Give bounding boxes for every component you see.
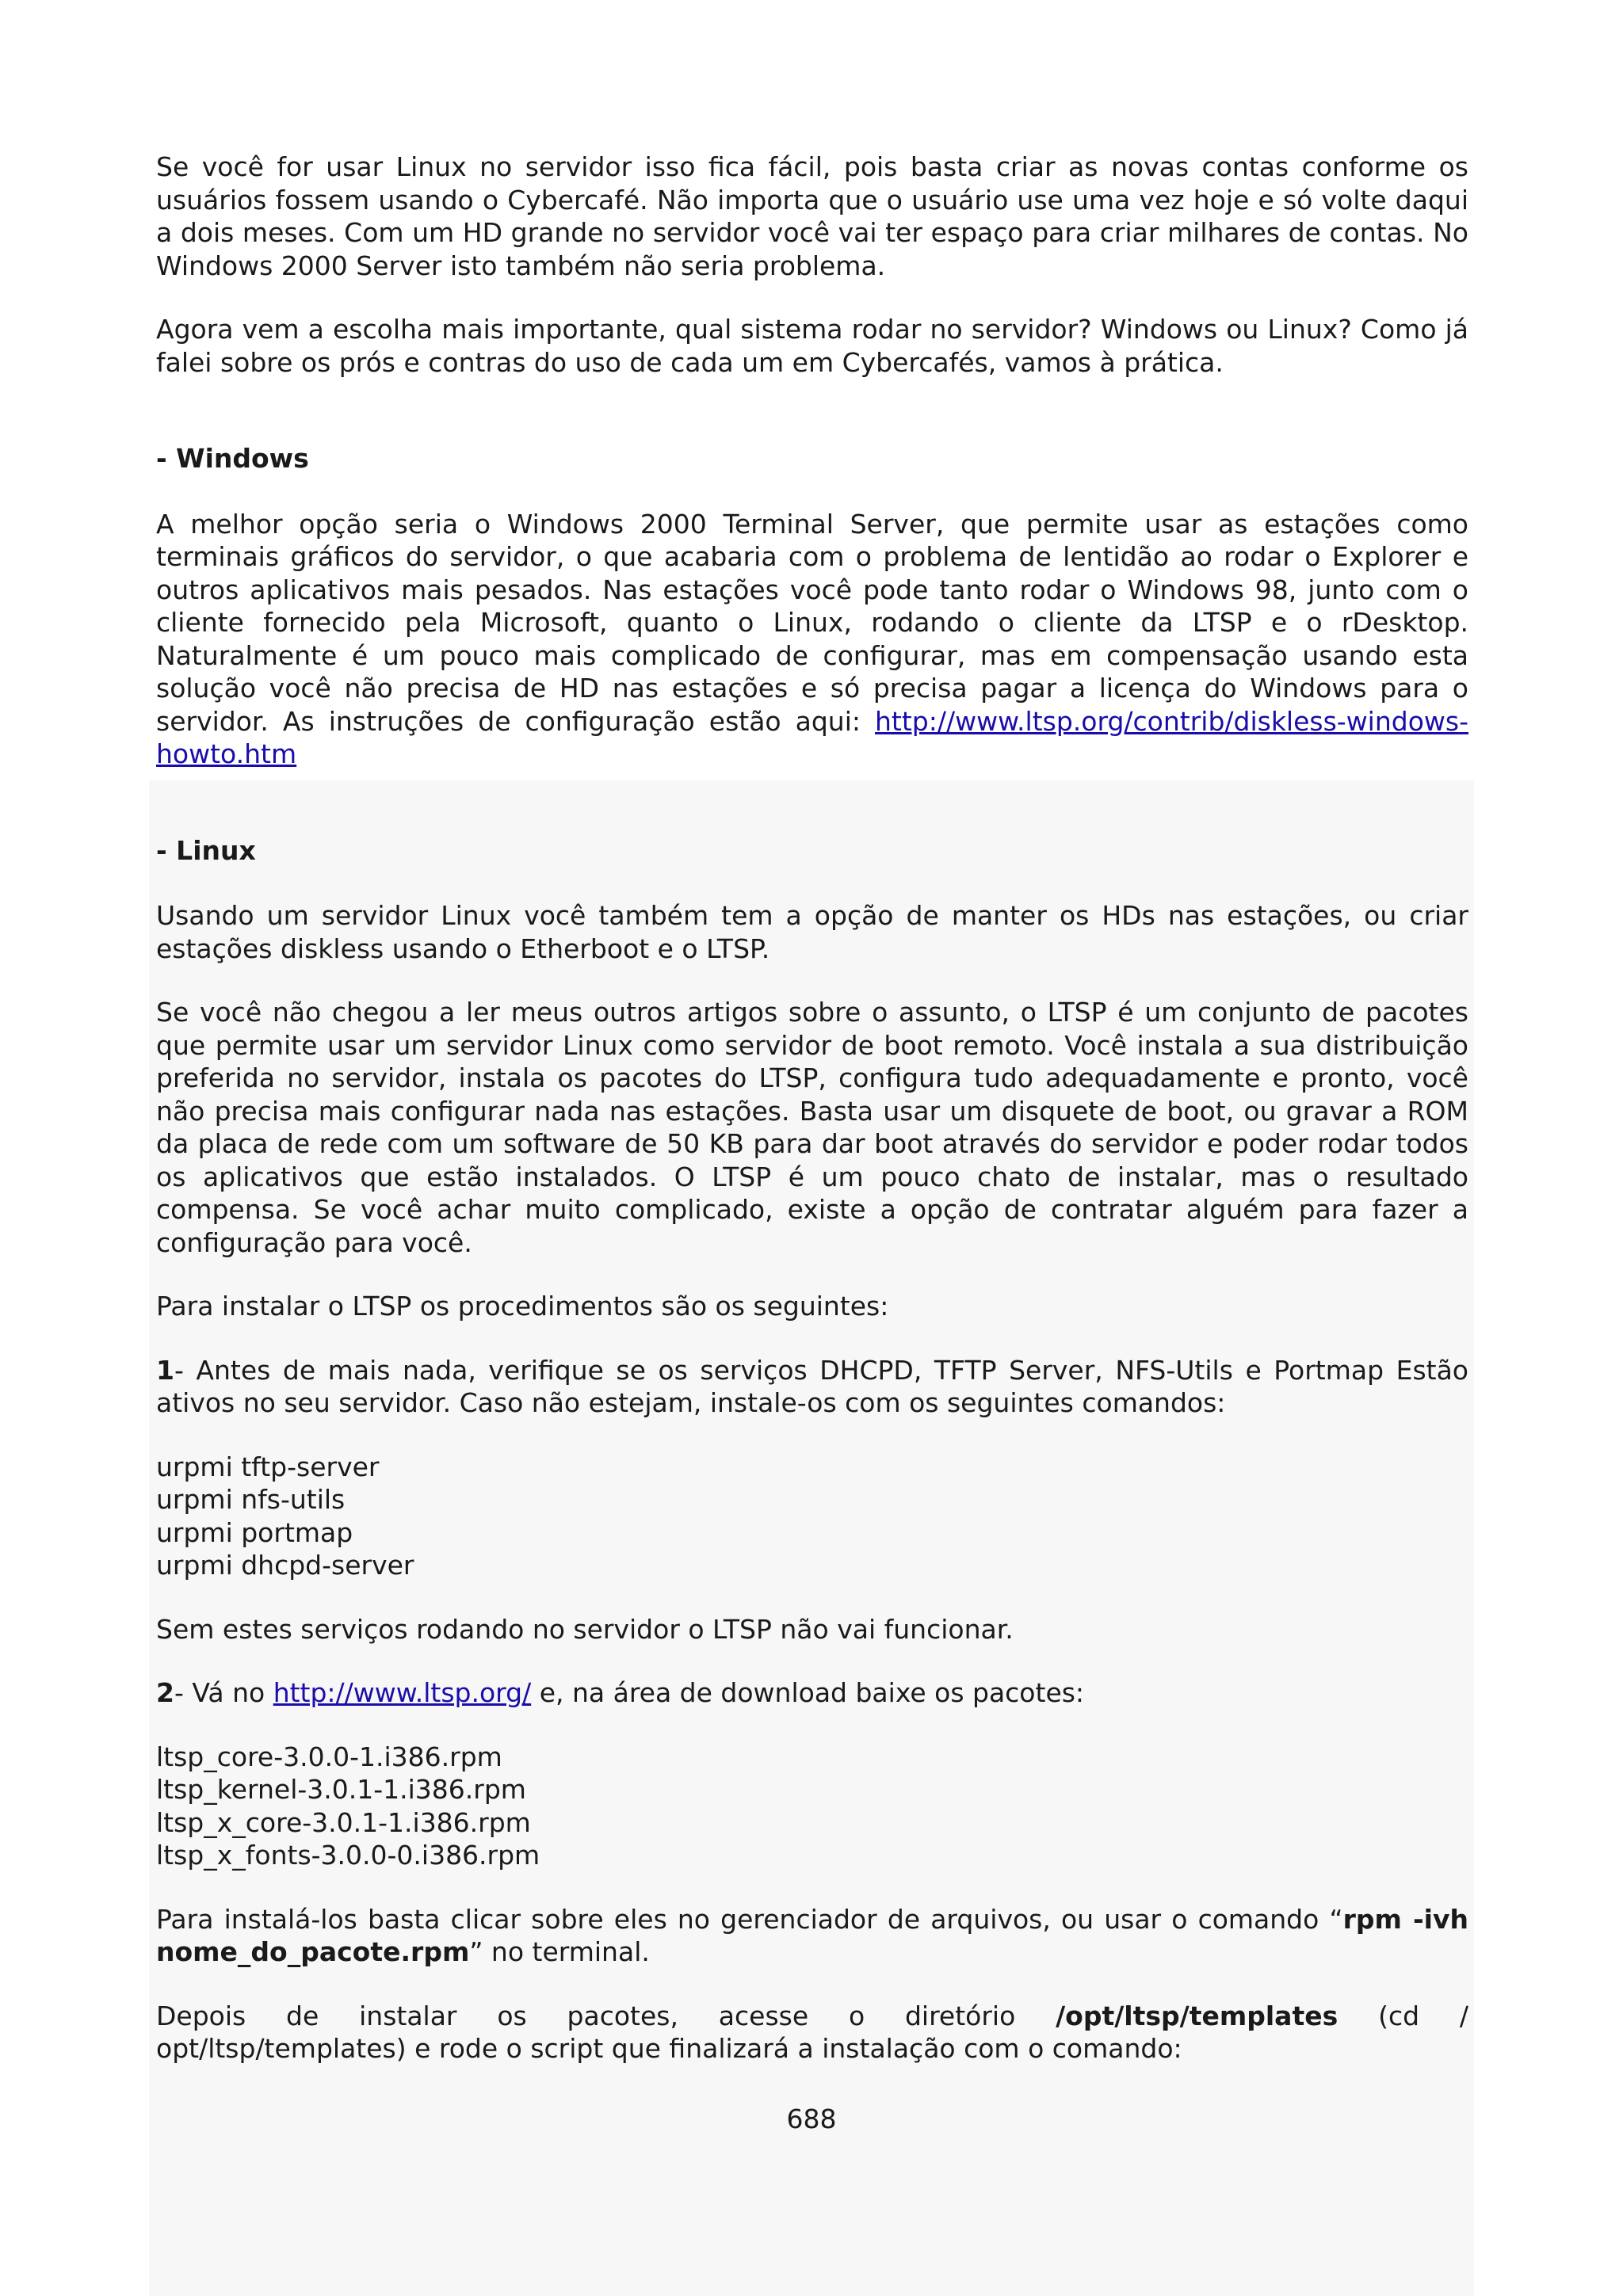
final-line-1 (156, 2000, 1468, 2033)
windows-text: A melhor opção seria o Windows 2000 Terminal Server, que permite usar as estações como terminais gráficos do servidor, o que acabaria com o problema de lentidão ao rodar o Explorer e outros aplicativos mais pesados. Nas estações você pode tanto rodar o Windows 98, junto com o cliente fornecido pela Microsoft, quanto o Linux, rodando o cliente da LTSP e o rDesktop. Naturalmente é um pouco mais complicado de configurar, mas em compensação usando esta solução você não precisa de HD nas estações e só precisa pagar a licença do Windows para o servidor. As instruções de configuração estão aqui: (156, 508, 1468, 737)
step-1 (156, 1354, 1468, 1420)
heading-windows: - Windows (156, 443, 309, 474)
paragraph-install (156, 1903, 1468, 1969)
paragraph-final (156, 2000, 1468, 2065)
step-2-post: e, na área de download baixe os pacotes: (531, 1677, 1085, 1708)
paragraph-intro: Se você for usar Linux no servidor isso fica fácil, pois basta criar as novas contas conforme os usuários fossem usando o Cybercafé. Não importa que o usuário use uma vez hoje e só volte daqui a dois meses. Com um HD grande no servidor você vai ter espaço para criar milhares de contas. No Windows 2000 Server isto também não seria problema. (156, 151, 1468, 281)
step-1-text: - Antes de mais nada, verifique se os serviços DHCPD, TFTP Server, NFS-Utils e Portmap Estão ativos no seu servidor. Caso não estejam, instale-os com os seguintes comandos: (156, 1354, 1468, 1418)
final-cd: (cd / (1378, 2000, 1468, 2031)
paragraph-choice: Agora vem a escolha mais importante, qual sistema rodar no servidor? Windows ou Linux? Como já falei sobre os prós e contras do uso de cada um em Cybercafés, vamos à prática. (156, 314, 1468, 378)
paragraph-ltsp-steps-intro: Para instalar o LTSP os procedimentos são os seguintes: (156, 1291, 889, 1322)
package-line: ltsp_kernel-3.0.1-1.i386.rpm (156, 1774, 526, 1805)
step-1-number: 1 (156, 1354, 174, 1386)
package-line: ltsp_x_core-3.0.1-1.i386.rpm (156, 1806, 531, 1838)
install-pre: Para instalá-los basta clicar sobre eles no gerenciador de arquivos, ou usar o comando “ (156, 1903, 1343, 1935)
step-2-number: 2 (156, 1677, 174, 1708)
final-pre: Depois de instalar os pacotes, acesse o diretório (156, 2000, 1016, 2031)
final-directory: /opt/ltsp/templates (1056, 2000, 1338, 2031)
heading-linux: - Linux (156, 834, 256, 866)
final-line-2: opt/ltsp/templates) e rode o script que finalizará a instalação com o comando: (156, 2033, 1182, 2064)
link-diskless-windows-howto[interactable]: http://www.ltsp.org/contrib/diskless-windows-howto.htm (156, 705, 1468, 769)
link-ltsp-site[interactable]: http://www.ltsp.org/ (273, 1677, 532, 1708)
document-body (156, 151, 1468, 2065)
paragraph-windows (156, 508, 1468, 771)
paragraph-linux-intro: Usando um servidor Linux você também tem a opção de manter os HDs nas estações, ou criar estações diskless usando o Etherboot e o LTSP. (156, 900, 1468, 964)
command-list (156, 1451, 1468, 1582)
command-line: urpmi dhcpd-server (156, 1550, 414, 1581)
command-line: urpmi tftp-server (156, 1451, 380, 1482)
page-number: 688 (786, 2103, 837, 2134)
command-line: urpmi portmap (156, 1516, 353, 1548)
step-2-pre: - Vá no (174, 1677, 273, 1708)
install-command: rpm -ivh nome_do_pacote.rpm (156, 1903, 1468, 1967)
package-line: ltsp_x_fonts-3.0.0-0.i386.rpm (156, 1840, 540, 1871)
package-line: ltsp_core-3.0.0-1.i386.rpm (156, 1741, 502, 1772)
paragraph-ltsp-explanation: Se você não chegou a ler meus outros artigos sobre o assunto, o LTSP é um conjunto de pacotes que permite usar um servidor Linux como servidor de boot remoto. Você instala a sua distribuição preferida no servidor, instala os pacotes do LTSP, configura tudo adequadamente e pronto, você não precisa mais configurar nada nas estações. Basta usar um disquete de boot, ou gravar a ROM da placa de rede com um software de 50 KB para dar boot através do servidor e poder rodar todos os aplicativos que estão instalados. O LTSP é um pouco chato de instalar, mas o resultado compensa. Se você achar muito complicado, existe a opção de contratar alguém para fazer a configuração para você. (156, 997, 1468, 1258)
package-list (156, 1741, 1468, 1872)
install-post: ” no terminal. (469, 1936, 650, 1967)
step-2 (156, 1676, 1468, 1710)
paragraph-services-note: Sem estes serviços rodando no servidor o LTSP não vai funcionar. (156, 1613, 1014, 1645)
command-line: urpmi nfs-utils (156, 1484, 346, 1515)
